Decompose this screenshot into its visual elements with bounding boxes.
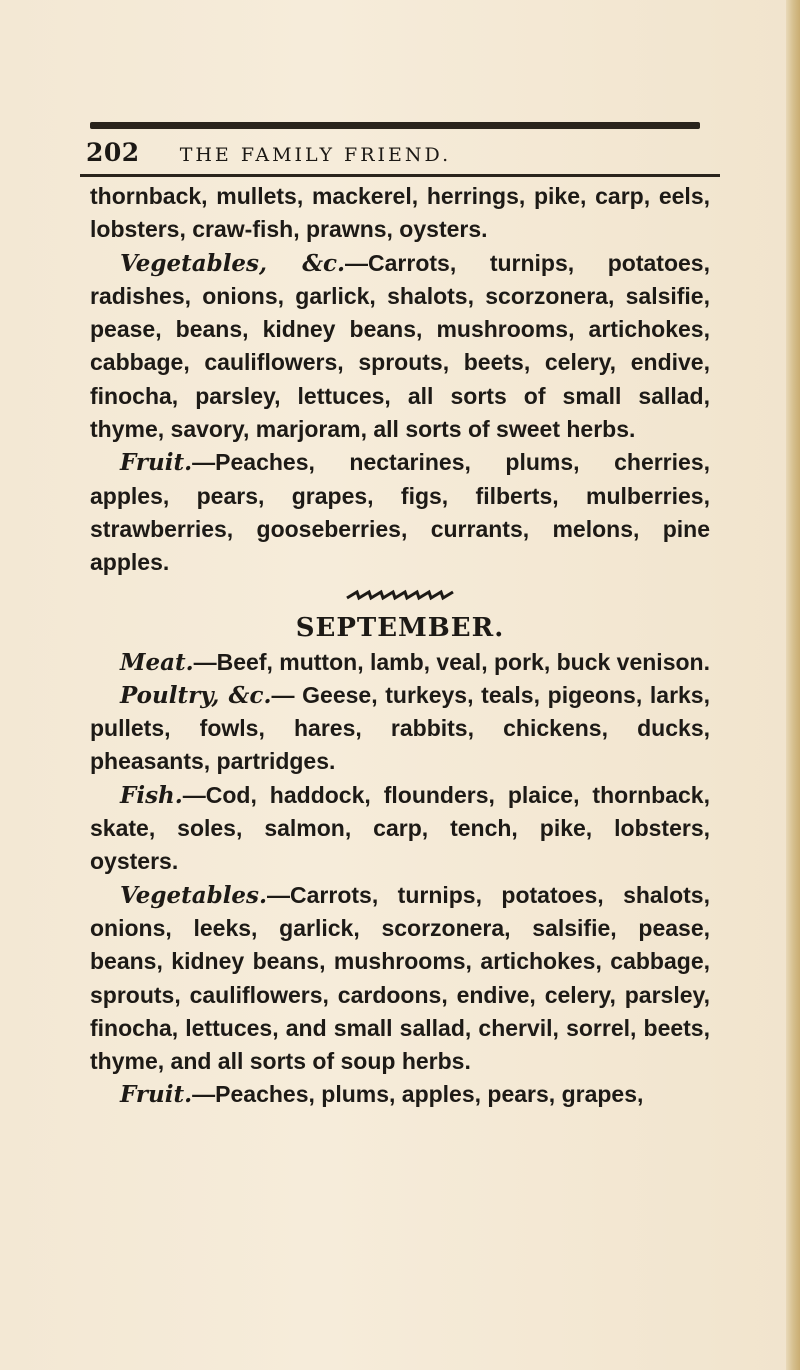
meat-label: Meat. — [120, 648, 194, 676]
september-heading: SEPTEMBER. — [295, 612, 505, 643]
book-spine-edge — [786, 0, 800, 1370]
fruit-label: Fruit. — [120, 449, 193, 477]
vegetables-paragraph — [90, 247, 710, 447]
fish-continued-text: thornback, mullets, mackerel, herrings, pike, carp, eels, lobsters, craw-fish, prawns, oysters. — [90, 183, 710, 243]
poultry-label: Poultry, &c. — [120, 681, 272, 709]
poultry-paragraph — [90, 679, 710, 779]
wavy-ornament-icon — [345, 588, 455, 602]
september-fruit-text: —Peaches, plums, apples, pears, grapes, — [192, 1081, 644, 1108]
running-head-title: THE FAMILY FRIEND. — [179, 144, 452, 166]
page-body — [90, 180, 710, 1112]
september-vegetables-label: Vegetables. — [120, 881, 268, 909]
fruit-text: —Peaches, nectarines, plums, cherries, apples, pears, grapes, figs, filberts, mulberries, strawberries, gooseberries, currants, melons, pine apples. — [90, 449, 710, 576]
header-rule — [80, 174, 720, 177]
fish-label: Fish. — [120, 781, 183, 809]
september-fruit-label: Fruit. — [120, 1081, 193, 1109]
ornament-rule — [90, 580, 710, 610]
september-vegetables-paragraph — [90, 879, 710, 1079]
fish-continued-paragraph — [90, 180, 710, 247]
september-fruit-paragraph — [90, 1078, 710, 1111]
september-vegetables-text: —Carrots, turnips, potatoes, shalots, onions, leeks, garlick, scorzonera, salsifie, pease, beans, kidney beans, mushrooms, artichokes, cabbage, sprouts, cauliflowers, cardoons, endive, celery, parsley, finocha, lettuces, and small sallad, chervil, sorrel, beets, thyme, and all sorts of soup herbs. — [90, 881, 710, 1075]
fish-text: —Cod, haddock, flounders, plaice, thornback, skate, soles, salmon, carp, tench, pike, lobsters, oysters. — [90, 781, 710, 875]
page-number: 202 — [86, 138, 140, 167]
top-rule — [90, 122, 700, 129]
running-head — [86, 138, 706, 178]
vegetables-label: Vegetables, &c. — [120, 249, 346, 277]
meat-text: —Beef, mutton, lamb, veal, pork, buck venison. — [193, 648, 710, 675]
vegetables-text: —Carrots, turnips, potatoes, radishes, onions, garlick, shalots, scorzonera, salsifie, pease, beans, kidney beans, mushrooms, artichokes, cabbage, cauliflowers, sprouts, beets, celery, endive, finocha, parsley, lettuces, all sorts of small sallad, thyme, savory, marjoram, all sorts of sweet herbs. — [90, 249, 710, 443]
meat-paragraph — [90, 646, 710, 679]
fruit-paragraph — [90, 446, 710, 579]
fish-paragraph — [90, 779, 710, 879]
poultry-text: — Geese, turkeys, teals, pigeons, larks, pullets, fowls, hares, rabbits, chickens, ducks, pheasants, partridges. — [90, 681, 710, 775]
